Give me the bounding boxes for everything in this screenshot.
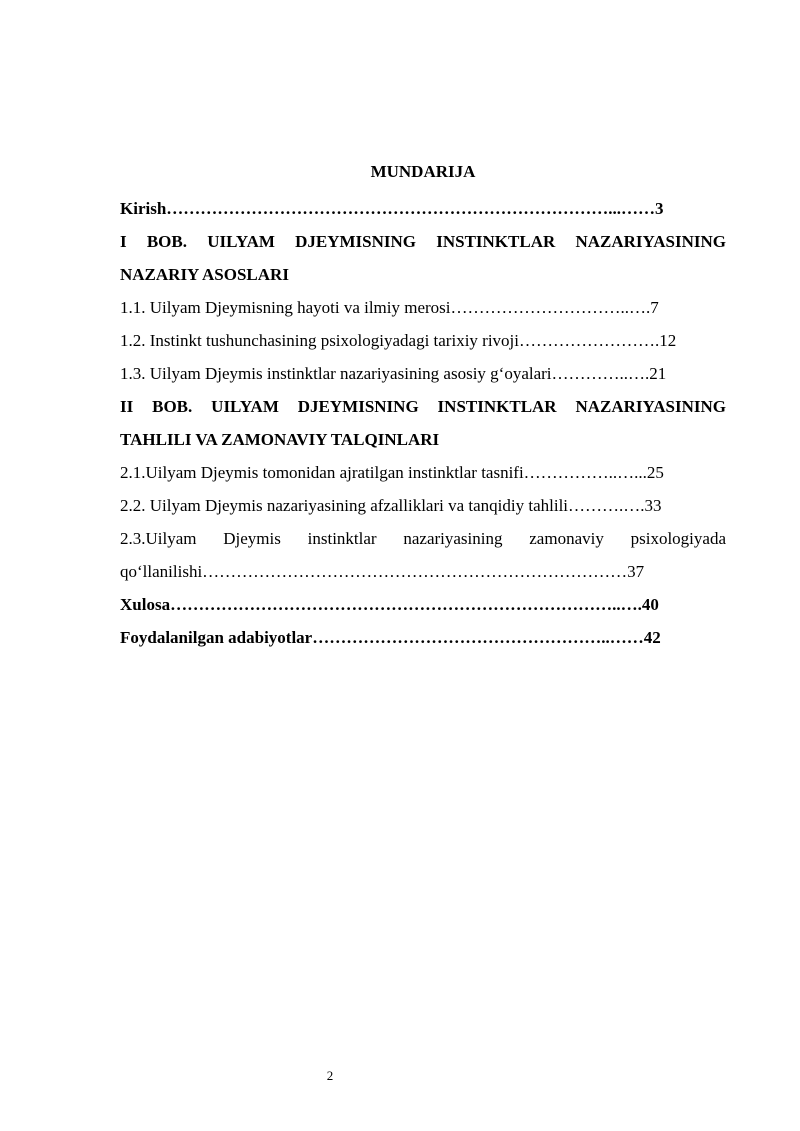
toc-chapter-2-heading-cont: TAHLILI VA ZAMONAVIY TALQINLARI [120, 430, 440, 449]
toc-entry-references: Foydalanilgan adabiyotlar……………………………………………..……42 [120, 628, 661, 647]
toc-entry-1-3: 1.3. Uilyam Djeymis instinktlar nazariyasining asosiy g‘oyalari…………..….21 [120, 364, 667, 383]
toc-chapter-2-heading: II BOB. UILYAM DJEYMISNING INSTINKTLAR NAZARIYASINING [120, 397, 726, 416]
toc-entry-introduction: Kirish……………………………………………………………………...……3 [120, 199, 664, 218]
toc-entry-1-2: 1.2. Instinkt tushunchasining psixologiyadagi tarixiy rivoji…………………….12 [120, 331, 677, 350]
toc-chapter-1-heading-cont: NAZARIY ASOSLARI [120, 265, 289, 284]
toc-entry-2-2: 2.2. Uilyam Djeymis nazariyasining afzalliklari va tanqidiy tahlili……….….33 [120, 496, 662, 515]
toc-entry-conclusion: Xulosa……………………………………………………………………..….40 [120, 595, 659, 614]
toc-entry-2-3: 2.3.Uilyam Djeymis instinktlar nazariyasining zamonaviy psixologiyada [120, 529, 726, 548]
table-of-contents [120, 160, 726, 654]
toc-chapter-1-heading: I BOB. UILYAM DJEYMISNING INSTINKTLAR NAZARIYASINING [120, 232, 726, 251]
toc-entry-2-3-cont: qo‘llanilishi…………………………………………………………………37 [120, 562, 645, 581]
toc-entry-2-1: 2.1.Uilyam Djeymis tomonidan ajratilgan instinktlar tasnifi……………..…...25 [120, 463, 664, 482]
page-number: 2 [326, 1068, 334, 1083]
toc-title: MUNDARIJA [370, 162, 476, 181]
toc-entry-1-1: 1.1. Uilyam Djeymisning hayoti va ilmiy merosi…………………………..….7 [120, 298, 659, 317]
